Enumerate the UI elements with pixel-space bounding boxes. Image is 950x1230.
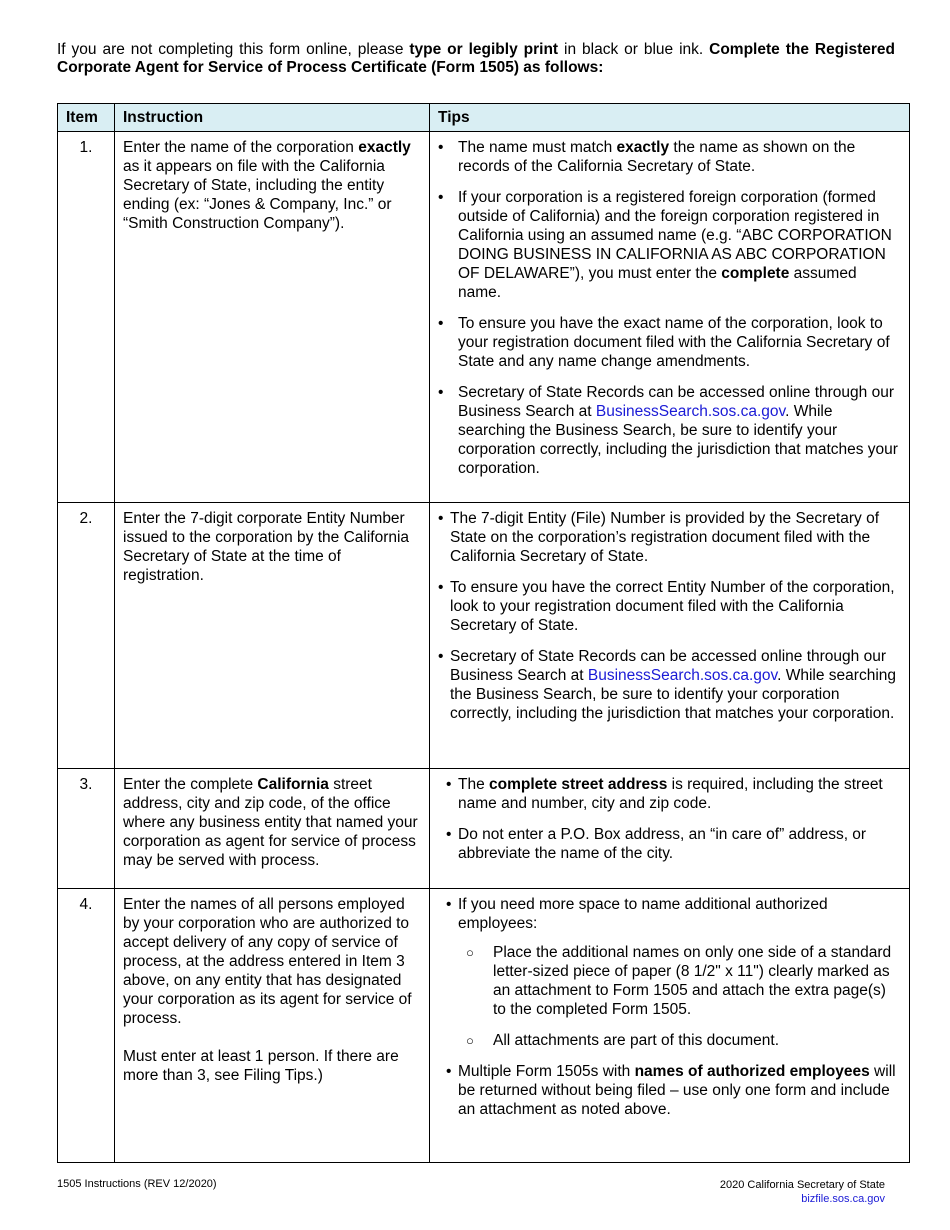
footer-copyright xyxy=(720,1178,885,1206)
list-item: • The complete street address is required, including the street name and number, city and zip code. xyxy=(446,776,883,812)
instruction-cell: Enter the name of the corporation exactly as it appears on file with the California Secretary of State, including the entity ending (ex: “Jones & Company, Inc.” or “Smith Construction Company”). xyxy=(115,132,430,503)
sub-list xyxy=(458,943,901,1050)
item-number: 1. xyxy=(58,132,115,503)
list-item: • To ensure you have the exact name of the corporation, look to your registration document filed with the California Secretary of State and any name change amendments. xyxy=(438,315,890,370)
footer-website-link[interactable]: bizfile.sos.ca.gov xyxy=(801,1193,885,1205)
list-item: • Secretary of State Records can be accessed online through our Business Search at BusinessSearch.sos.ca.gov. While searching the Business Search, be sure to identify your corporation correctly, including the jurisdiction that matches your corporation. xyxy=(438,384,898,477)
business-search-link[interactable]: BusinessSearch.sos.ca.gov xyxy=(587,667,778,684)
bullet-icon: • xyxy=(438,139,444,156)
tips-list xyxy=(438,895,901,1119)
list-item: • The 7-digit Entity (File) Number is provided by the Secretary of State on the corporation’s registration document filed with the California Secretary of State. xyxy=(438,510,880,565)
table-header-row xyxy=(58,104,910,132)
list-item: • To ensure you have the correct Entity Number of the corporation, look to your registration document filed with the California Secretary of State. xyxy=(438,579,895,634)
instructions-table xyxy=(57,103,910,1163)
item-number: 2. xyxy=(58,503,115,769)
tips-list xyxy=(438,509,901,723)
intro-paragraph xyxy=(57,41,895,77)
list-item: • If your corporation is a registered foreign corporation (formed outside of California) and the foreign corporation registered in California using an assumed name (e.g. “ABC CORPORATION DOING BUSINESS IN CALIFORNIA AS ABC CORPORATION OF DELAWARE”), you must enter the complete assumed name. xyxy=(438,189,892,301)
intro-text: If you are not completing this form online, please xyxy=(57,41,410,58)
bullet-icon: • xyxy=(438,648,444,665)
bullet-icon: • xyxy=(438,384,444,401)
footer-form-revision: 1505 Instructions (REV 12/2020) xyxy=(57,1178,217,1190)
circle-bullet-icon: ○ xyxy=(466,945,474,960)
list-item: • The name must match exactly the name as shown on the records of the California Secretary of State. xyxy=(438,139,856,175)
circle-bullet-icon: ○ xyxy=(466,1033,474,1048)
bullet-icon: • xyxy=(446,776,452,793)
business-search-link[interactable]: BusinessSearch.sos.ca.gov xyxy=(595,403,786,420)
tips-cell xyxy=(430,132,910,503)
list-item: • Multiple Form 1505s with names of authorized employees will be returned without being filed – use only one form and include an attachment as noted above. xyxy=(446,1063,896,1118)
list-item: • Secretary of State Records can be accessed online through our Business Search at BusinessSearch.sos.ca.gov. While searching the Business Search, be sure to identify your corporation correctly, including the jurisdiction that matches your corporation. xyxy=(438,648,897,722)
bullet-icon: • xyxy=(446,826,452,843)
tips-cell xyxy=(430,769,910,889)
footer-copyright-text: 2020 California Secretary of State xyxy=(719,1179,885,1191)
instruction-paragraph: Enter the names of all persons employed by your corporation who are authorized to accept delivery of any copy of service of process, at the address entered in Item 3 above, on any entity that has designated your corporation as its agent for service of process. xyxy=(123,896,412,1027)
header-tips: Tips xyxy=(430,104,910,132)
list-item: • If you need more space to name additional authorized employees: ○ Place the additional names on only one side of a standard letter-sized piece of paper (8 1/2" x 11") clearly marked as an attachment to Form 1505 and attach the extra page(s) to the completed Form 1505. ○ All attachments are part of this document. xyxy=(438,895,901,1050)
bullet-icon: • xyxy=(438,189,444,206)
instruction-note: Must enter at least 1 person. If there are more than 3, see Filing Tips.) xyxy=(123,1048,399,1084)
intro-text: in black or blue ink. xyxy=(558,41,710,58)
intro-heading: Complete the Registered Corporate Agent for Service of Process Certificate (Form 1505) as follows: xyxy=(57,41,895,76)
list-item: ○ Place the additional names on only one side of a standard letter-sized piece of paper (8 1/2" x 11") clearly marked as an attachment to Form 1505 and attach the extra page(s) to the completed Form 1505. xyxy=(466,944,892,1018)
item-number: 4. xyxy=(58,889,115,1163)
tips-list xyxy=(438,138,901,478)
table-row xyxy=(58,132,910,503)
header-item: Item xyxy=(58,104,115,132)
bullet-icon: • xyxy=(446,1063,452,1080)
bullet-icon: • xyxy=(438,510,444,527)
table-row xyxy=(58,889,910,1163)
item-number: 3. xyxy=(58,769,115,889)
table-row xyxy=(58,503,910,769)
header-instruction: Instruction xyxy=(115,104,430,132)
instruction-cell: Enter the complete California street address, city and zip code, of the office where any business entity that named your corporation as agent for service of process may be served with process. xyxy=(115,769,430,889)
instruction-cell: Enter the 7-digit corporate Entity Number issued to the corporation by the California Secretary of State at the time of registration. xyxy=(115,503,430,769)
instruction-cell xyxy=(115,889,430,1163)
tips-cell xyxy=(430,889,910,1163)
list-item: ○ All attachments are part of this document. xyxy=(466,1032,780,1049)
tips-cell xyxy=(430,503,910,769)
table-row xyxy=(58,769,910,889)
bullet-icon: • xyxy=(438,315,444,332)
tips-list xyxy=(438,775,901,863)
bullet-icon: • xyxy=(438,579,444,596)
list-item: • Do not enter a P.O. Box address, an “in care of” address, or abbreviate the name of the city. xyxy=(446,826,867,862)
intro-emphasis: type or legibly print xyxy=(409,41,559,58)
bullet-icon: • xyxy=(446,896,452,913)
